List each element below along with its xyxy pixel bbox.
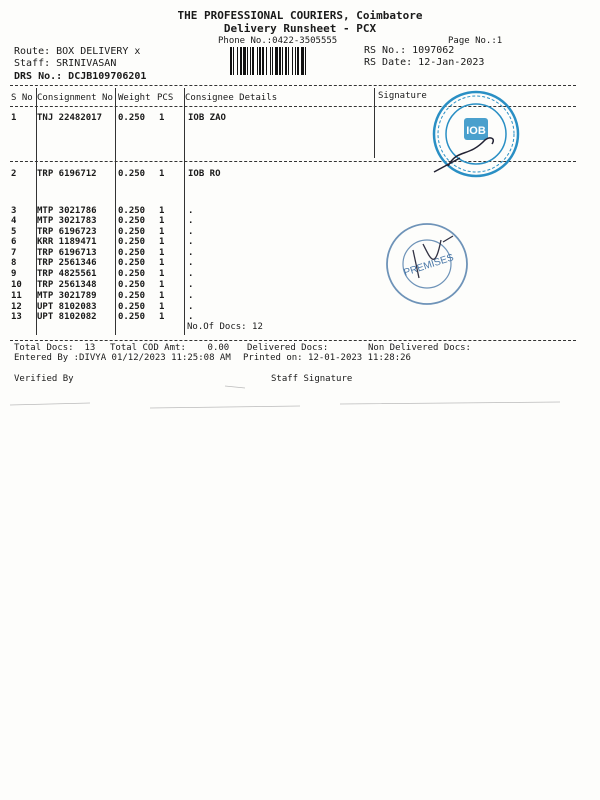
row-weight: 0.250 [118, 302, 146, 312]
entered-by: Entered By :DIVYA 01/12/2023 11:25:08 AM [14, 353, 231, 363]
row-pcs: 1 [159, 206, 165, 216]
row-weight: 0.250 [118, 291, 146, 301]
barcode-bar [247, 47, 248, 75]
svg-text:IOB: IOB [466, 125, 486, 137]
row-weight: 0.250 [118, 312, 146, 322]
row-consignee: IOB RO [188, 169, 221, 179]
barcode-bar [288, 47, 289, 75]
row-consignee: . [188, 280, 194, 290]
column-divider [374, 88, 375, 158]
total-docs: Total Docs: 13 [14, 343, 96, 353]
row-consignee: . [188, 237, 194, 247]
row-weight: 0.250 [118, 227, 146, 237]
document-subtitle: Delivery Runsheet - PCX [223, 22, 377, 35]
row-sno: 12 [11, 302, 22, 312]
row-consignee: . [188, 291, 194, 301]
row-consignment-no: KRR 1189471 [37, 237, 97, 247]
row-sno: 3 [11, 206, 17, 216]
row-consignment-no: TRP 2561348 [37, 280, 97, 290]
row-weight: 0.250 [118, 169, 146, 179]
barcode-bar [285, 47, 287, 75]
row-consignment-no: UPT 8102082 [37, 312, 97, 322]
barcode-bar [305, 47, 306, 75]
barcode-bar [295, 47, 296, 75]
row-pcs: 1 [159, 216, 165, 226]
printed-on: Printed on: 12-01-2023 11:28:26 [243, 353, 411, 363]
table-bottom-border [10, 340, 576, 341]
row-consignment-no: TRP 4825561 [37, 269, 97, 279]
staff-label: Staff: SRINIVASAN [14, 58, 117, 69]
delivered-docs: Delivered Docs: [247, 343, 329, 353]
row-weight: 0.250 [118, 216, 146, 226]
row-consignee: IOB ZAO [188, 113, 226, 123]
barcode-bar [243, 47, 246, 75]
total-cod-amount: Total COD Amt: 0.00 [110, 343, 230, 353]
row-pcs: 1 [159, 302, 165, 312]
row-weight: 0.250 [118, 248, 146, 258]
rs-date: RS Date: 12-Jan-2023 [364, 57, 485, 68]
premises-stamp [383, 220, 475, 308]
row-sno: 13 [11, 312, 22, 322]
phone-number: Phone No.:0422-3505555 [218, 36, 338, 46]
barcode-bar [279, 47, 281, 75]
row-consignee: . [188, 302, 194, 312]
barcode-bar [233, 47, 234, 75]
barcode-bar [259, 47, 261, 75]
row-pcs: 1 [159, 237, 165, 247]
staff-signature-label: Staff Signature [271, 374, 353, 384]
row-weight: 0.250 [118, 206, 146, 216]
barcode-bar [250, 47, 251, 75]
column-divider [115, 88, 116, 335]
barcode [230, 47, 354, 75]
row-consignment-no: TRP 6196712 [37, 169, 97, 179]
row-sno: 10 [11, 280, 22, 290]
row-weight: 0.250 [118, 269, 146, 279]
col-header-weight: Weight [118, 93, 151, 103]
barcode-bar [272, 47, 273, 75]
row-weight: 0.250 [118, 280, 146, 290]
row-sno: 4 [11, 216, 17, 226]
row-pcs: 1 [159, 227, 165, 237]
row-pcs: 1 [159, 291, 165, 301]
barcode-bar [266, 47, 267, 75]
row-consignee: . [188, 312, 194, 322]
no-of-docs: No.Of Docs: 12 [187, 322, 263, 332]
table-top-border [10, 85, 576, 86]
col-header-pcs: PCS [157, 93, 174, 103]
barcode-bar [282, 47, 283, 75]
row-sno: 6 [11, 237, 17, 247]
row-sno: 9 [11, 269, 17, 279]
row-pcs: 1 [159, 280, 165, 290]
row-pcs: 1 [159, 113, 165, 123]
row-consignee: . [188, 258, 194, 268]
col-header-sno: S No [11, 93, 33, 103]
barcode-bar [292, 47, 293, 75]
row-consignment-no: TRP 6196713 [37, 248, 97, 258]
drs-number: DRS No.: DCJB109706201 [14, 71, 147, 82]
barcode-bar [230, 47, 232, 75]
barcode-bar [270, 47, 271, 75]
col-header-consignee: Consignee Details [185, 93, 278, 103]
row-weight: 0.250 [118, 237, 146, 247]
row-pcs: 1 [159, 169, 165, 179]
barcode-bar [237, 47, 238, 75]
row-weight: 0.250 [118, 113, 146, 123]
row-consignment-no: MTP 3021783 [37, 216, 97, 226]
row-pcs: 1 [159, 248, 165, 258]
barcode-bar [275, 47, 278, 75]
row-sno: 1 [11, 113, 17, 123]
row-consignment-no: MTP 3021786 [37, 206, 97, 216]
row-consignee: . [188, 206, 194, 216]
row-pcs: 1 [159, 312, 165, 322]
row-consignment-no: TNJ 22482017 [37, 113, 103, 123]
row-consignee: . [188, 227, 194, 237]
page-number: Page No.:1 [448, 36, 503, 46]
col-header-consignment: Consignment No [37, 93, 113, 103]
row-consignee: . [188, 216, 194, 226]
barcode-bar [257, 47, 258, 75]
row-weight: 0.250 [118, 258, 146, 268]
bank-seal-stamp [430, 88, 522, 180]
barcode-bar [252, 47, 254, 75]
row-sno: 7 [11, 248, 17, 258]
verified-by-label: Verified By [14, 374, 74, 384]
row-consignee: . [188, 248, 194, 258]
row-pcs: 1 [159, 258, 165, 268]
row-consignment-no: UPT 8102083 [37, 302, 97, 312]
company-title: THE PROFESSIONAL COURIERS, Coimbatore [177, 9, 423, 22]
row-pcs: 1 [159, 269, 165, 279]
row-consignment-no: TRP 6196723 [37, 227, 97, 237]
scan-artifacts [0, 380, 600, 410]
col-header-signature: Signature [378, 91, 427, 101]
row-consignee: . [188, 269, 194, 279]
svg-text:PREMISES: PREMISES [402, 252, 456, 279]
non-delivered-docs: Non Delivered Docs: [368, 343, 471, 353]
row-sno: 5 [11, 227, 17, 237]
row-sno: 8 [11, 258, 17, 268]
row-consignment-no: TRP 2561346 [37, 258, 97, 268]
row-sno: 11 [11, 291, 22, 301]
route-label: Route: BOX DELIVERY x [14, 46, 141, 57]
column-divider [184, 88, 185, 335]
barcode-bar [262, 47, 264, 75]
barcode-bar [240, 47, 242, 75]
barcode-bar [301, 47, 304, 75]
row-consignment-no: MTP 3021789 [37, 291, 97, 301]
rs-number: RS No.: 1097062 [364, 45, 455, 56]
row-sno: 2 [11, 169, 17, 179]
barcode-bar [297, 47, 299, 75]
